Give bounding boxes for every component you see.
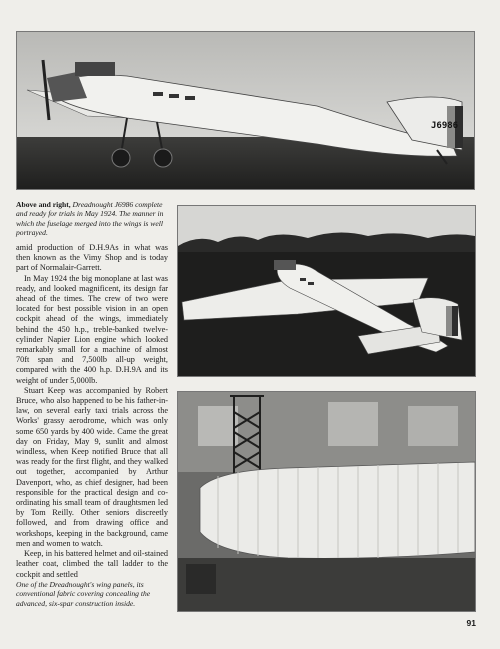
photo-wing-panel-workshop [177, 391, 476, 612]
article-body [16, 243, 168, 580]
page-number: 91 [466, 618, 476, 628]
photo-dreadnought-rear-view [177, 205, 476, 377]
caption-top-lead: Above and right, [16, 200, 71, 209]
body-paragraph: Keep, in his battered helmet and oil-stained leather coat, climbed the tall ladder to the cockpit and settled [16, 549, 168, 579]
body-paragraph: amid production of D.H.9As in what was then known as the Vimy Shop and is today part of Normalair-Garrett. [16, 243, 168, 273]
caption-top-text: Dreadnought J6986 complete and ready for trials in May 1924. The manner in which the fuselage merged into the wings is well portrayed. [16, 200, 164, 237]
photo-dreadnought-side-view [16, 31, 475, 190]
tail-serial-label: J6986 [431, 121, 459, 131]
body-paragraph: In May 1924 the big monoplane at last was ready, and looked magnificent, its design far ahead of the times. The crew of two were located for best possible vision in an open cockpit ahead of the wings, immediately behind the 450 h.p., treble-banked twelve-cylinder Napier Lion engine which looked remarkably small for a machine of almost 70ft span and 7,500lb all-up weight, compared with the 400 h.p. D.H.9A and its weight of under 5,000lb. [16, 273, 168, 385]
caption-bottom-photo [16, 580, 166, 608]
body-paragraph: Stuart Keep was accompanied by Robert Bruce, who also happened to be his father-in-law, on several early taxi trials across the Works' grassy aerodrome, which was only some 650 yards by 400 wide. Came the great day on Friday, May 9, sunlit and almost windless, when Keep notified Bruce that all was ready for the first flight, and they walked out together, accompanied by Arthur Davenport, who, as chief designer, had been responsible for the practical design and co-ordinating his small team of draughtsmen led by Tom Reilly. Other seniors discreetly followed, and from drawing office and workshops, keeping in the background, came men and women to watch. [16, 385, 168, 548]
caption-bottom-text: One of the Dreadnought's wing panels, its conventional fabric covering concealing the advanced, six-spar construction inside. [16, 580, 151, 608]
caption-top-photo [16, 200, 168, 237]
